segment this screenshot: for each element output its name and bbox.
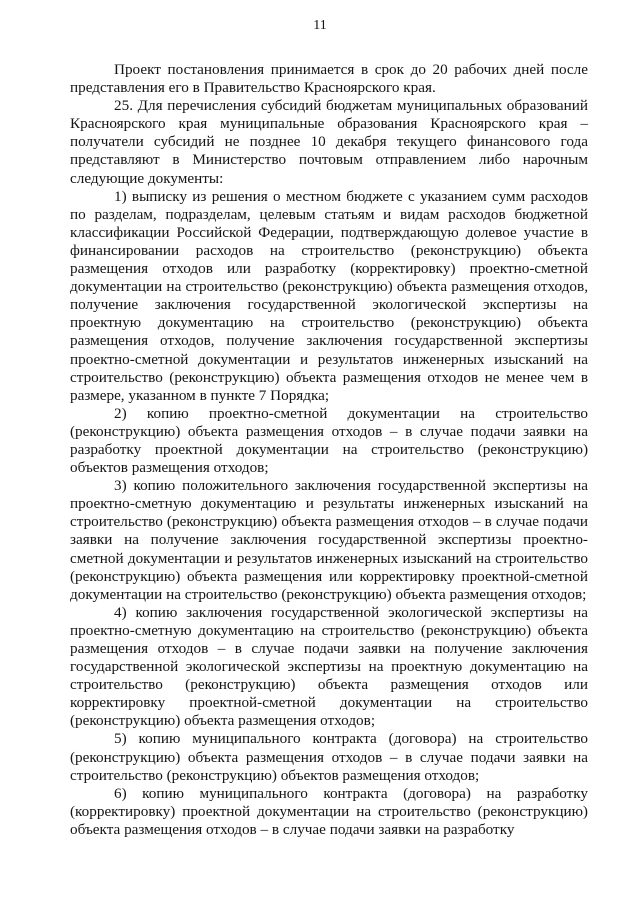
- document-body: [70, 61, 588, 839]
- paragraph-subitem-5: 5) копию муниципального контракта (договора) на строительство (реконструкцию) объекта размещения отходов – в случае подачи заявки на строительство (реконструкцию) объектов размещения отходов;: [70, 730, 588, 784]
- paragraph-item-25: 25. Для перечисления субсидий бюджетам муниципальных образований Красноярского края муниципальные образования Красноярского края – получатели субсидий не позднее 10 декабря текущего финансового года представляют в Министерство почтовым отправлением либо нарочным следующие документы:: [70, 97, 588, 187]
- paragraph-subitem-3: 3) копию положительного заключения государственной экспертизы на проектно-сметную документацию и результаты инженерных изысканий на строительство (реконструкцию) объекта размещения отходов – в случае подачи заявки на получение заключения государственной экспертизы проектно-сметной документации и результатов инженерных изысканий на строительство (реконструкцию) объекта размещения или корректировку проектной-сметной документации на строительство (реконструкцию) объекта размещения отходов;: [70, 477, 588, 603]
- paragraph-submission-deadline: Проект постановления принимается в срок до 20 рабочих дней после представления его в Правительство Красноярского края.: [70, 61, 588, 97]
- paragraph-subitem-1: 1) выписку из решения о местном бюджете с указанием сумм расходов по разделам, подразделам, целевым статьям и видам расходов бюджетной классификации Российской Федерации, подтверждающую долевое участие в финансировании расходов на строительство (реконструкцию) объекта размещения отходов или разработку (корректировку) проектно-сметной документации на строительство (реконструкцию) объекта размещения отходов, получение заключения государственной экологической экспертизы на проектную документацию на строительство (реконструкцию) объекта размещения отходов, получение заключения государственной экспертизы проектно-сметной документации и результатов инженерных изысканий на строительство (реконструкцию) объекта размещения отходов не менее чем в размере, указанном в пункте 7 Порядка;: [70, 187, 588, 404]
- page-number: 11: [313, 18, 327, 33]
- paragraph-subitem-2: 2) копию проектно-сметной документации на строительство (реконструкцию) объекта размещения отходов – в случае подачи заявки на разработку проектной документации на строительство (реконструкцию) объектов размещения отходов;: [70, 404, 588, 477]
- paragraph-subitem-4: 4) копию заключения государственной экологической экспертизы на проектно-сметную документацию на строительство (реконструкцию) объекта размещения отходов – в случае подачи заявки на получение заключения государственной экологической экспертизы на проектную документацию на строительство (реконструкцию) объекта размещения отходов или корректировку проектной-сметной документации на строительство (реконструкцию) объекта размещения отходов;: [70, 603, 588, 730]
- paragraph-subitem-6: 6) копию муниципального контракта (договора) на разработку (корректировку) проектной документации на строительство (реконструкцию) объекта размещения отходов – в случае подачи заявки на разработку: [70, 784, 588, 838]
